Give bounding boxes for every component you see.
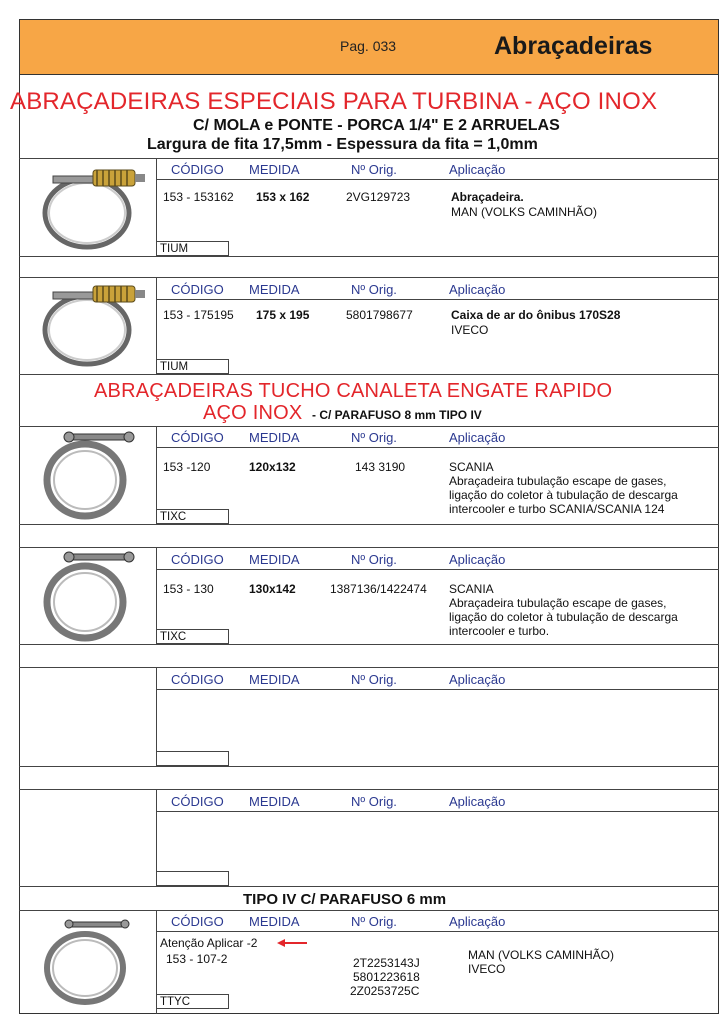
divider [19, 886, 719, 887]
row-gap [19, 644, 719, 668]
aplicacao-line-2: MAN (VOLKS CAMINHÃO) [451, 205, 598, 219]
empty-product-block [19, 668, 719, 766]
product-block [19, 548, 719, 644]
aplicacao-line-4: intercooler e turbo. [449, 624, 550, 638]
orig-value: 1387136/1422474 [330, 582, 427, 596]
medida-value: 130x142 [249, 582, 296, 596]
product-image-cell [19, 426, 157, 524]
codigo-value: 153 - 130 [163, 582, 214, 596]
section-title-aco-inox: AÇO INOX [203, 402, 303, 424]
product-block [19, 910, 719, 1014]
product-image-cell [19, 910, 157, 1014]
page-number: Pag. 033 [340, 38, 397, 54]
t-bolt-spring-clamp-icon [19, 278, 157, 374]
product-block [19, 426, 719, 524]
col-aplicacao: Aplicação [449, 162, 506, 177]
product-image-cell [19, 158, 157, 256]
orig-value-3: 2Z0253725C [350, 984, 420, 998]
column-header-row [157, 426, 719, 448]
col-codigo: CÓDIGO [171, 914, 224, 929]
product-tag-empty [157, 871, 229, 886]
col-medida: MEDIDA [249, 914, 300, 929]
codigo-value: 153 - 153162 [163, 190, 234, 204]
row-gap [19, 524, 719, 548]
codigo-value: 153 - 107-2 [166, 952, 228, 966]
codigo-value: 153 -120 [163, 460, 211, 474]
col-orig: Nº Orig. [351, 282, 397, 297]
col-codigo: CÓDIGO [171, 794, 224, 809]
col-aplicacao: Aplicação [449, 552, 506, 567]
column-header-row [157, 790, 719, 812]
category-title: Abraçadeiras [494, 32, 653, 60]
aplicacao-line-3: ligação do coletor à tubulação de descarga [449, 488, 678, 502]
product-block [19, 278, 719, 374]
col-aplicacao: Aplicação [449, 430, 506, 445]
section-title-suffix: - C/ PARAFUSO 8 mm TIPO IV [312, 408, 482, 422]
orig-value: 143 3190 [355, 460, 406, 474]
section-title-tucho: ABRAÇADEIRAS TUCHO CANALETA ENGATE RAPIDO [94, 380, 613, 402]
orig-value: 5801798677 [346, 308, 413, 322]
red-arrow-icon [277, 938, 309, 948]
col-codigo: CÓDIGO [171, 552, 224, 567]
product-image-cell [19, 278, 157, 374]
col-aplicacao: Aplicação [449, 672, 506, 687]
col-orig: Nº Orig. [351, 672, 397, 687]
aplicacao-line-2: Abraçadeira tubulação escape de gases, [449, 474, 667, 488]
v-band-clamp-icon [19, 426, 157, 524]
col-medida: MEDIDA [249, 282, 300, 297]
orig-value-1: 2T2253143J [353, 956, 420, 970]
column-header-row [157, 278, 719, 300]
aplicacao-line-1: Caixa de ar do ônibus 170S28 [451, 308, 621, 322]
divider [19, 374, 719, 375]
row-gap [19, 766, 719, 790]
product-image-cell [19, 548, 157, 644]
col-medida: MEDIDA [249, 162, 300, 177]
empty-product-block [19, 790, 719, 886]
product-tag-empty [157, 751, 229, 766]
aplicacao-line-2: IVECO [451, 323, 489, 337]
row-gap [19, 256, 719, 278]
col-orig: Nº Orig. [351, 914, 397, 929]
v-band-clamp-icon [19, 910, 157, 1006]
aplicacao-line-2: IVECO [468, 962, 506, 976]
col-orig: Nº Orig. [351, 794, 397, 809]
col-medida: MEDIDA [249, 430, 300, 445]
column-header-row [157, 548, 719, 570]
attention-note: Atenção Aplicar -2 [160, 936, 258, 950]
section-subtitle-2: Largura de fita 17,5mm - Espessura da fita = 1,0mm [147, 136, 538, 153]
column-header-row [157, 910, 719, 932]
section-subtitle-1: C/ MOLA e PONTE - PORCA 1/4" E 2 ARRUELAS [193, 117, 560, 134]
col-aplicacao: Aplicação [449, 794, 506, 809]
medida-value: 120x132 [249, 460, 296, 474]
col-medida: MEDIDA [249, 794, 300, 809]
product-tag [157, 629, 229, 644]
product-image-cell [19, 790, 157, 886]
orig-value: 2VG129723 [346, 190, 411, 204]
col-orig: Nº Orig. [351, 430, 397, 445]
col-orig: Nº Orig. [351, 162, 397, 177]
col-aplicacao: Aplicação [449, 914, 506, 929]
aplicacao-line-1: SCANIA [449, 582, 494, 596]
column-header-row [157, 158, 719, 180]
column-header-row [157, 668, 719, 690]
col-aplicacao: Aplicação [449, 282, 506, 297]
product-image-cell [19, 668, 157, 766]
aplicacao-line-4: intercooler e turbo SCANIA/SCANIA 124 [449, 502, 665, 516]
col-medida: MEDIDA [249, 552, 300, 567]
aplicacao-line-1: MAN (VOLKS CAMINHÃO) [468, 948, 615, 962]
codigo-value: 153 - 175195 [163, 308, 234, 322]
v-band-clamp-icon [19, 548, 157, 644]
col-codigo: CÓDIGO [171, 162, 224, 177]
product-tag-text: TIXC [160, 631, 187, 643]
aplicacao-line-1: Abraçadeira. [451, 190, 524, 204]
col-codigo: CÓDIGO [171, 282, 224, 297]
section-title-tipo-iv: TIPO IV C/ PARAFUSO 6 mm [243, 891, 447, 908]
product-block [19, 158, 719, 256]
col-codigo: CÓDIGO [171, 430, 224, 445]
medida-value: 153 x 162 [256, 190, 310, 204]
product-tag: TIUM [157, 241, 229, 256]
medida-value: 175 x 195 [256, 308, 310, 322]
aplicacao-line-2: Abraçadeira tubulação escape de gases, [449, 596, 667, 610]
col-codigo: CÓDIGO [171, 672, 224, 687]
col-medida: MEDIDA [249, 672, 300, 687]
orig-value-2: 5801223618 [353, 970, 420, 984]
section-title-turbina: ABRAÇADEIRAS ESPECIAIS PARA TURBINA - AÇO INOX [10, 88, 658, 115]
product-tag: TIXC [157, 509, 229, 524]
product-tag: TTYC [157, 994, 229, 1009]
aplicacao-line-1: SCANIA [449, 460, 494, 474]
col-orig: Nº Orig. [351, 552, 397, 567]
t-bolt-spring-clamp-icon [19, 158, 157, 256]
product-tag: TIUM [157, 359, 229, 374]
aplicacao-line-3: ligação do coletor à tubulação de descarga [449, 610, 678, 624]
